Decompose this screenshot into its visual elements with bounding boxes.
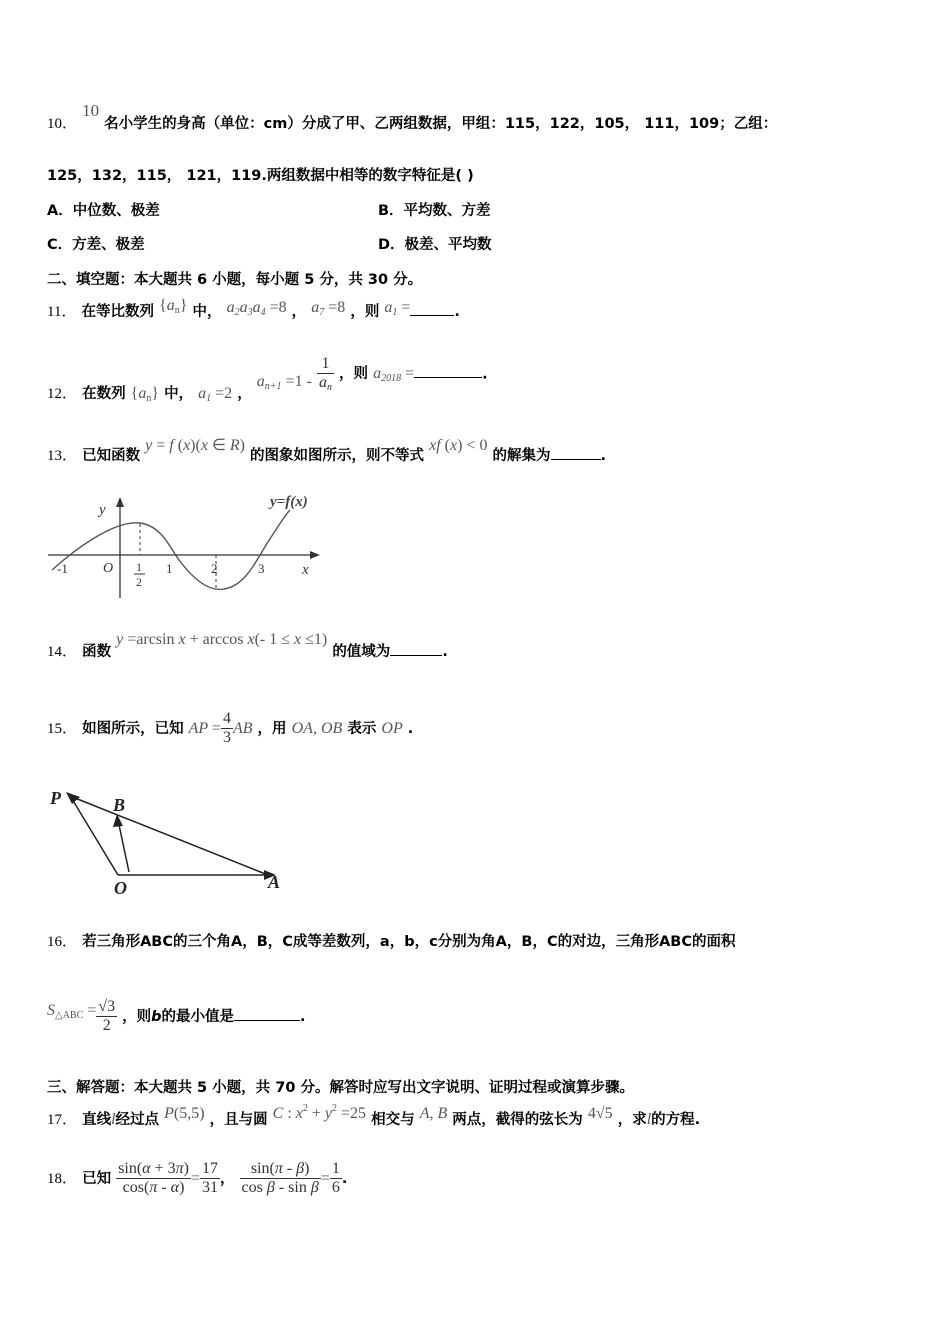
label-P: P — [50, 788, 61, 808]
segment-OP — [72, 799, 118, 875]
q11-t2: 中， — [192, 304, 222, 320]
q18-t2: ， — [219, 1170, 235, 1187]
q11-line — [47, 297, 460, 322]
curve-label: y=f(x) — [270, 494, 308, 510]
q13-answer-blank[interactable] — [551, 446, 601, 460]
q17-t2: 经过点 — [115, 1112, 160, 1128]
q12-t3: ， — [237, 386, 252, 403]
q12-number: 12． — [47, 386, 78, 403]
q10-option-b: B．平均数、方差 — [378, 203, 491, 219]
q11-expr1: $a_2a_3a_4 =8$ — [226, 299, 287, 318]
q12-line — [47, 355, 488, 405]
q18-number: 18． — [47, 1170, 78, 1187]
q10-text2: 125，132，115， 121，119.两组数据中相等的数字特征是( ) — [47, 168, 474, 184]
q14-t2: 的值域为 — [332, 644, 391, 660]
q11-expr2: $a_7 =8$ — [311, 299, 346, 318]
q10-line1 — [47, 101, 778, 133]
q12-t2: 中， — [164, 386, 194, 403]
q16-t2: 的最小值是 — [161, 1008, 235, 1025]
q15-ab: AB — [232, 719, 253, 737]
q18-fraction1: $\frac{\sin(\alpha + 3\pi)}{\cos(\pi - \alpha)}$ — [118, 1160, 189, 1197]
q16-b: b — [151, 1008, 162, 1025]
q17-chord: 4√5 — [587, 1105, 613, 1122]
q12-t4: ，则 — [339, 366, 369, 383]
label-B: B — [113, 795, 126, 815]
tick-two: 2 — [211, 561, 218, 576]
q11-number: 11． — [47, 304, 77, 320]
q14-t1: 函数 — [82, 644, 112, 660]
arrow-P — [66, 792, 80, 804]
q13-ineq: xf (x) < 0 — [429, 437, 488, 454]
q12-answer-blank[interactable] — [414, 364, 482, 378]
q16-t3: . — [300, 1008, 306, 1025]
q10-text1: 名小学生的身高（单位：cm）分成了甲、乙两组数据，甲组：115，122，105， 111，109；乙组： — [104, 116, 778, 132]
x-axis-arrow — [310, 551, 320, 559]
q13-t1: 已知函数 — [82, 448, 141, 464]
segment-PA — [70, 796, 268, 875]
q11-seq: $\{a_n\}$ — [159, 297, 188, 316]
q17-point: P(5,5) — [164, 1105, 205, 1122]
q14-line — [47, 631, 448, 661]
q10-line2 — [47, 164, 474, 185]
q17-t3: ，且与圆 — [209, 1112, 268, 1128]
q16-t1: ，则 — [122, 1008, 152, 1025]
q11-t4: ，则 — [350, 304, 380, 320]
y-axis-label: y — [99, 502, 106, 518]
q12-expr1: $a_1 =2$ — [198, 385, 233, 405]
tick-half-numerator: 1 — [136, 560, 142, 574]
q15-number: 15． — [47, 720, 78, 737]
q17-t1: 直线 — [82, 1112, 112, 1128]
q15-line — [47, 710, 413, 748]
q15-fraction: $\frac{4}{3}$ — [222, 710, 231, 747]
q18-t3: . — [341, 1170, 348, 1187]
q15-figure — [46, 782, 296, 897]
q18-value1: $\frac{17}{31}$ — [201, 1160, 218, 1197]
section2-heading: 二、填空题：本大题共 6 小题，每小题 5 分，共 30 分。 — [47, 272, 423, 288]
q18-value2: $\frac{1}{6}$ — [331, 1160, 340, 1197]
q16-area: $S_{\triangle ABC}$ = — [47, 1001, 97, 1021]
q15-t1: 如图所示，已知 — [82, 720, 184, 737]
q11-t1: 在等比数列 — [81, 304, 155, 320]
q16-line1 — [47, 930, 736, 951]
q14-number: 14． — [47, 644, 78, 660]
tick-three: 3 — [258, 561, 265, 576]
q10-number: 10． — [47, 116, 78, 132]
q12-expr3: $a_{2018}$ = — [373, 365, 415, 385]
q17-circle: C : $x^2 + y^2 =25$ — [272, 1103, 367, 1122]
q13-t2: 的图象如图所示，则不等式 — [250, 448, 425, 464]
q10-option-d: D．极差、平均数 — [378, 237, 492, 253]
q15-expr: AP = — [188, 719, 221, 737]
segment-OB — [118, 820, 129, 872]
x-axis-label: x — [302, 562, 309, 578]
q15-t4: . — [407, 720, 414, 737]
q17-t5: 两点，截得的弦长为 — [452, 1112, 583, 1128]
q11-expr3: $a_1$ = — [384, 299, 411, 318]
label-A: A — [268, 872, 281, 892]
q13-line — [47, 437, 607, 465]
q16-text1: 若三角形ABC的三个角A，B，C成等差数列，a，b，c分别为角A，B，C的对边，三角形ABC的面积 — [82, 934, 736, 950]
q18-eq1: = — [190, 1169, 200, 1187]
q13-graph — [44, 490, 334, 605]
section3-heading: 三、解答题：本大题共 5 小题，共 70 分。解答时应写出文字说明、证明过程或演算步骤。 — [47, 1080, 634, 1096]
q16-answer-blank[interactable] — [234, 1007, 300, 1021]
q15-basis: OA, OB — [291, 719, 343, 737]
q11-t5: . — [454, 304, 460, 320]
q11-answer-blank[interactable] — [410, 302, 454, 316]
q17-number: 17． — [47, 1112, 78, 1128]
q16-line2 — [47, 998, 306, 1036]
q17-t6: ，求 — [617, 1112, 647, 1128]
q17-ab: A, B — [419, 1105, 448, 1122]
q10-option-c: C．方差、极差 — [47, 237, 145, 253]
function-curve — [52, 510, 290, 589]
q12-fraction: $\frac{1}{a_n}$ — [318, 355, 332, 394]
q17-l2: l — [646, 1111, 652, 1128]
tick-minus-one: -1 — [57, 561, 68, 576]
q12-t5: . — [482, 366, 488, 383]
q14-answer-blank[interactable] — [390, 642, 442, 656]
q17-t7: 的方程. — [651, 1112, 701, 1128]
q13-func: y = f (x)(x ∈ R) — [145, 437, 245, 454]
q15-t3: 表示 — [347, 720, 377, 737]
q13-t3: 的解集为 — [492, 448, 551, 464]
tick-half-denominator: 2 — [136, 575, 142, 589]
label-O: O — [114, 878, 127, 897]
q15-op: OP — [381, 719, 403, 737]
y-axis-arrow — [116, 497, 124, 507]
tick-one: 1 — [166, 561, 173, 576]
q18-t1: 已知 — [82, 1170, 112, 1187]
q12-t1: 在数列 — [82, 386, 126, 403]
q16-fraction: $\frac{√3}{2}$ — [98, 998, 116, 1035]
q12-expr2: $a_{n+1} =1$ - — [256, 373, 312, 393]
q17-line — [47, 1103, 701, 1129]
q15-t2: ，用 — [257, 720, 287, 737]
q13-t4: . — [600, 448, 607, 464]
q16-number: 16． — [47, 934, 78, 950]
q18-line — [47, 1160, 347, 1198]
q10-option-a: A．中位数、极差 — [47, 203, 160, 219]
q14-t3: . — [442, 644, 448, 660]
origin-label: O — [103, 561, 114, 576]
q13-number: 13． — [47, 448, 78, 464]
q12-seq: $\{a_n\}$ — [130, 385, 160, 405]
q11-t3: ， — [291, 304, 307, 320]
q17-t4: 相交与 — [371, 1112, 415, 1128]
q14-func: y =arcsin x + arccos x(- 1 ≤ x ≤1) — [116, 631, 328, 648]
q17-l1: l — [111, 1111, 116, 1128]
q10-count: 10 — [82, 101, 100, 120]
q18-fraction2: $\frac{\sin(\pi - \beta)}{\text{cos β - sin β}}$ — [241, 1160, 319, 1197]
q18-eq2: = — [320, 1169, 330, 1187]
